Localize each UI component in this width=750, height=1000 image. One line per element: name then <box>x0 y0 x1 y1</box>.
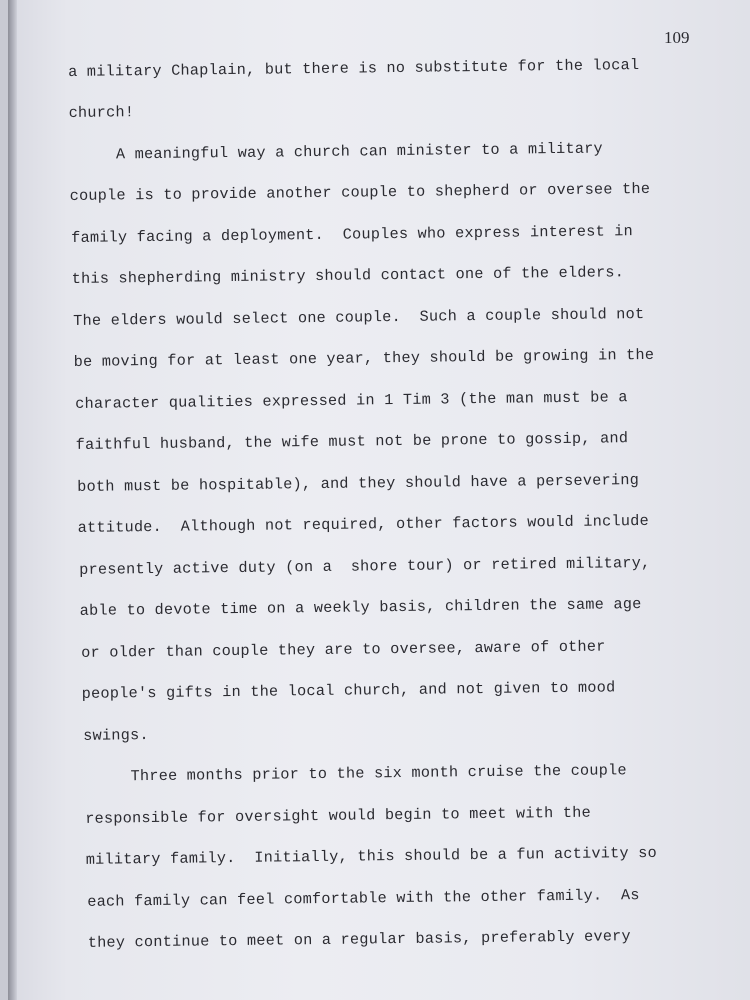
text-line: both must be hospitable), and they should have a persevering <box>77 471 640 496</box>
text-line: family facing a deployment. Couples who express interest in <box>71 222 634 247</box>
text-line: able to devote time on a weekly basis, children the same age <box>79 595 642 620</box>
text-line: each family can feel comfortable with the other family. As <box>87 886 640 911</box>
text-line: The elders would select one couple. Such a couple should not <box>73 304 645 330</box>
page-number: 109 <box>664 28 690 47</box>
text-line: this shepherding ministry should contact one of the elders. <box>71 263 625 288</box>
text-line: church! <box>68 103 135 122</box>
text-line: they continue to meet on a regular basis, preferably every <box>87 927 631 952</box>
text-line: be moving for at least one year, they should be growing in the <box>73 345 655 371</box>
body-text <box>8 0 750 1000</box>
text-line: couple is to provide another couple to shepherd or oversee the <box>69 179 651 205</box>
text-line: a military Chaplain, but there is no substitute for the local <box>68 56 640 81</box>
text-line: people's gifts in the local church, and not given to mood <box>81 678 616 703</box>
text-line: swings. <box>83 726 149 745</box>
text-line: Three months prior to the six month cruise the couple <box>83 761 627 786</box>
text-line: military family. Initially, this should be a fun activity so <box>85 843 658 869</box>
text-line: A meaningful way a church can minister to a military <box>69 139 603 164</box>
text-line: attitude. Although not required, other factors would include <box>77 511 649 537</box>
text-line: faithful husband, the wife must not be prone to gossip, and <box>75 429 629 454</box>
text-line: presently active duty (on a shore tour) or retired military, <box>79 553 651 579</box>
document-page <box>8 0 750 1000</box>
text-line: or older than couple they are to oversee, aware of other <box>81 637 606 662</box>
text-line: character qualities expressed in 1 Tim 3 (the man must be a <box>75 388 628 413</box>
text-line: responsible for oversight would begin to meet with the <box>85 803 592 828</box>
